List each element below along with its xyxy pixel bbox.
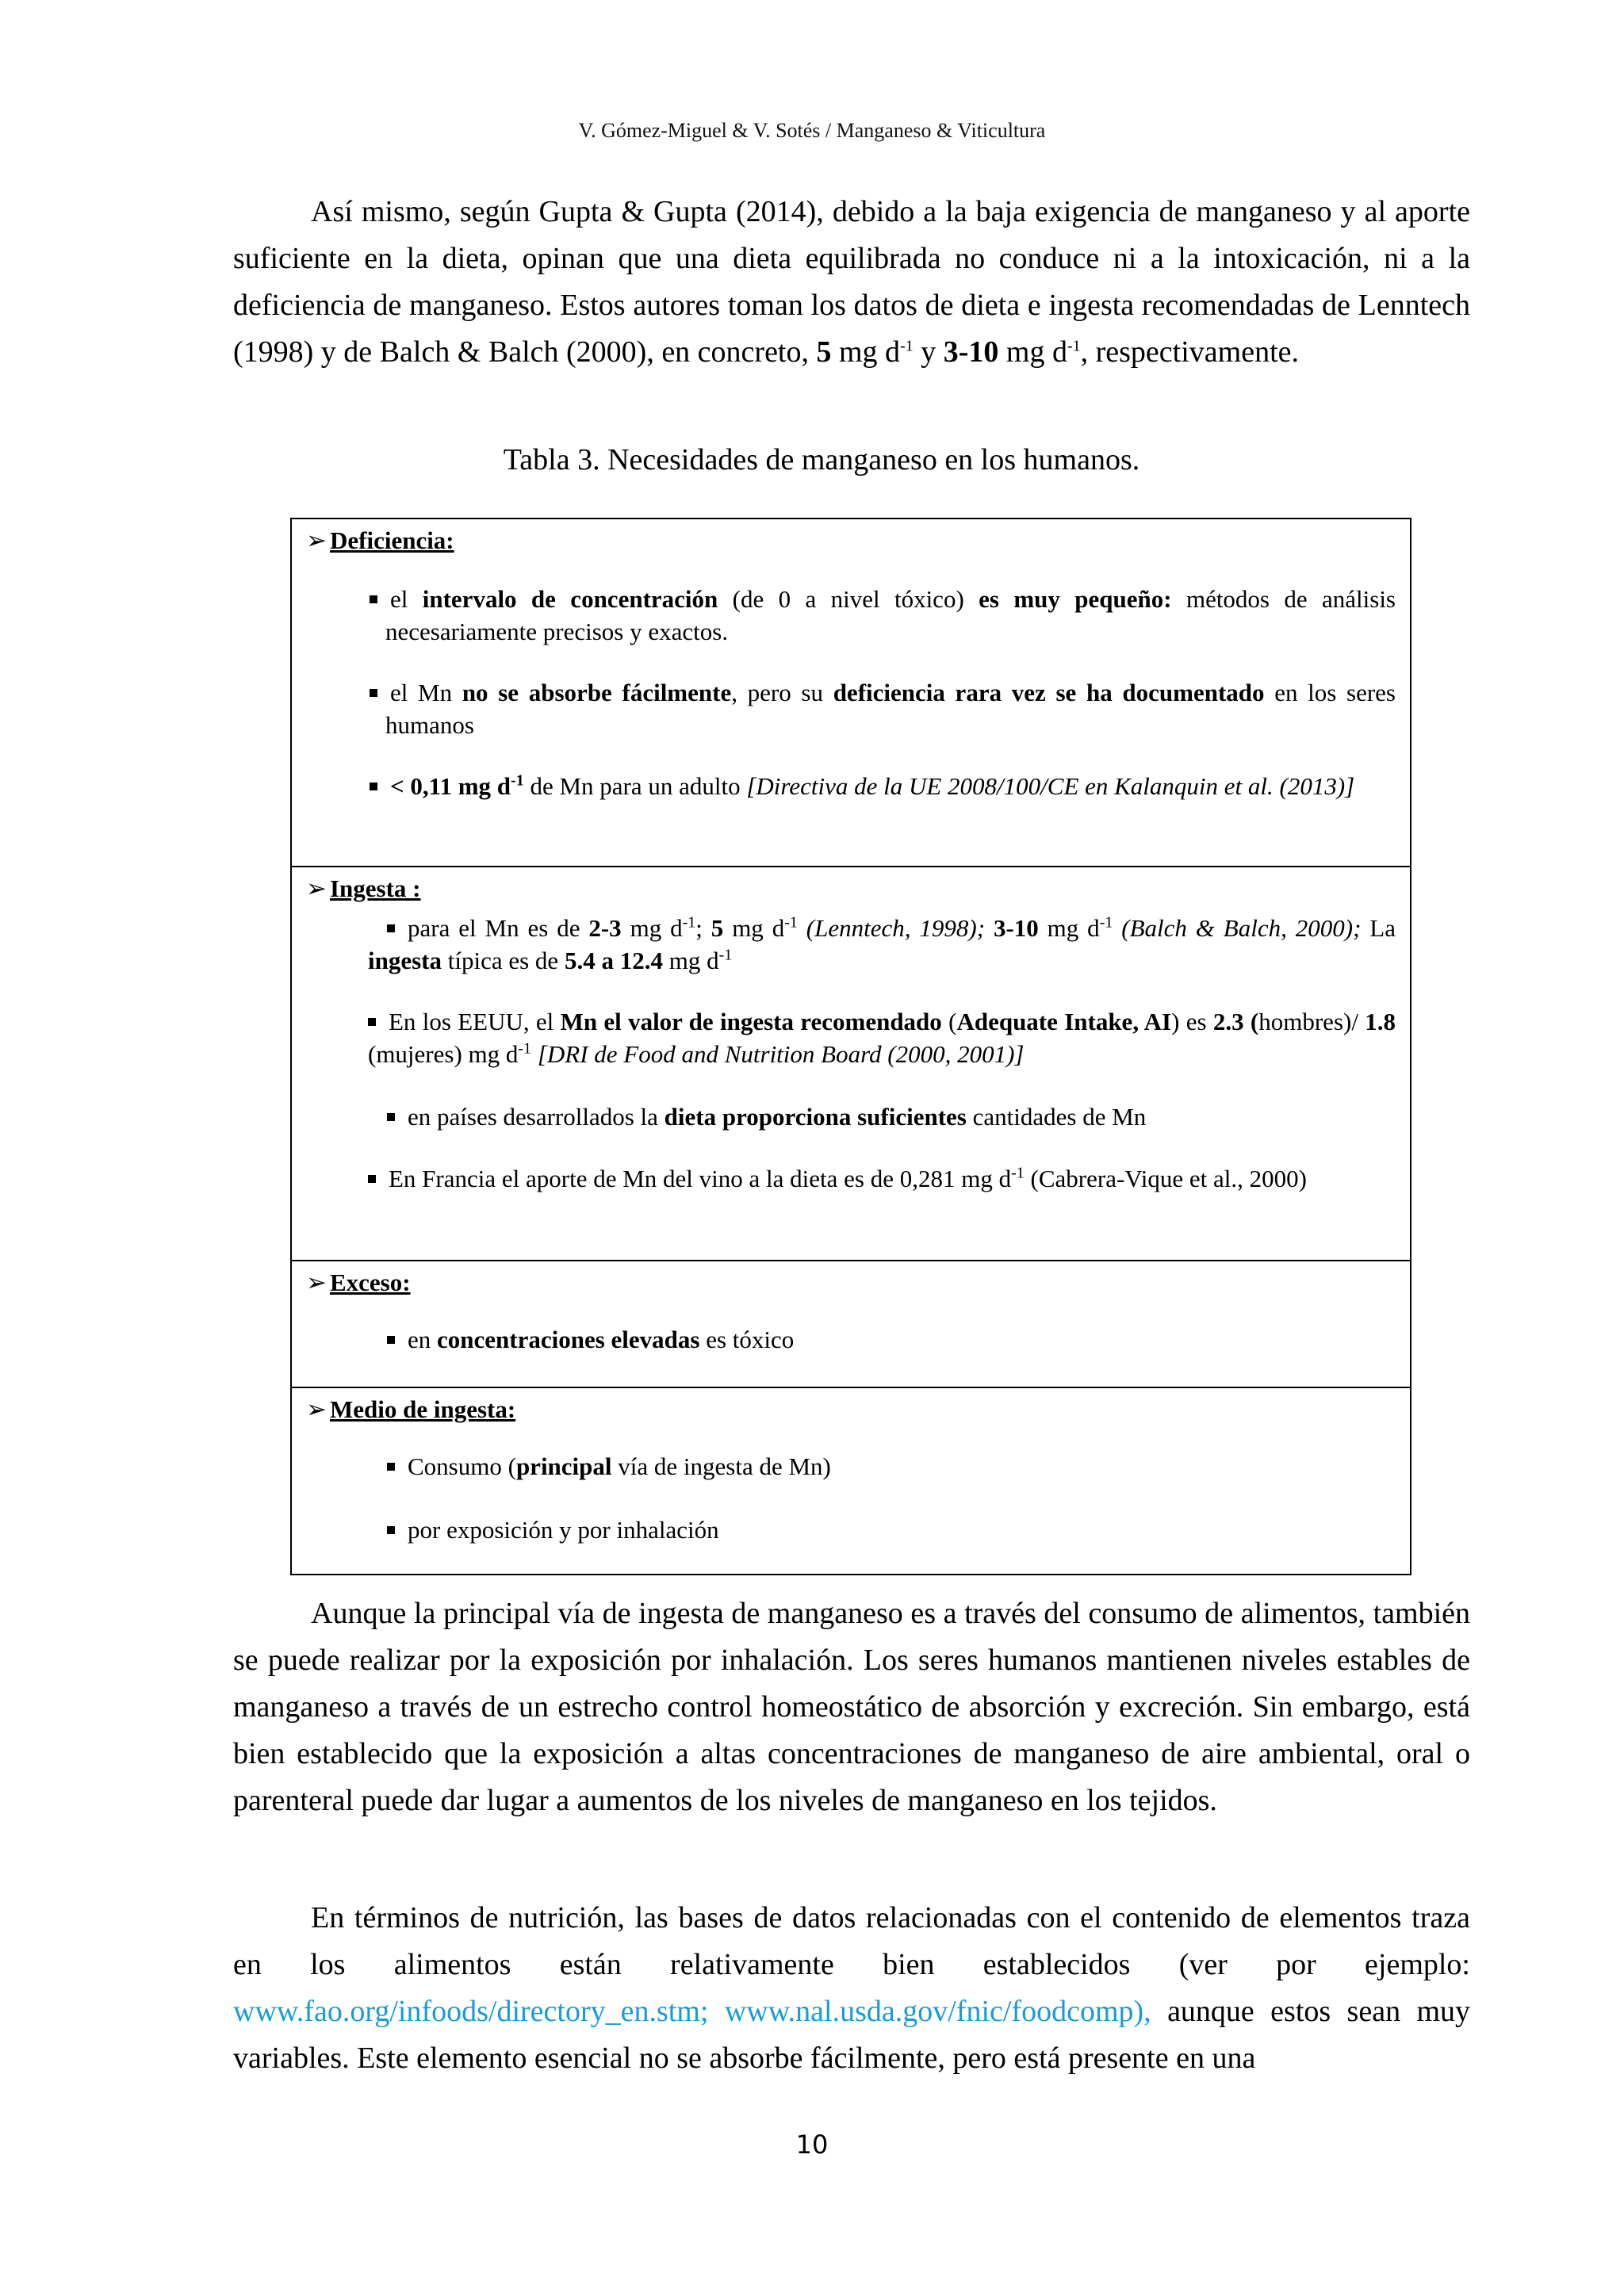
paragraph-1: Así mismo, según Gupta & Gupta (2014), debido a la baja exigencia de manganeso y al aporte suficiente en la dieta, opinan que una dieta equilibrada no conduce ni a la intoxicación, ni a la deficiencia de manganeso. Estos autores toman los datos de dieta e ingesta recomendadas de Lenntech (1998) y de Balch & Balch (2000), en concreto, 5 mg $d^{-1}$ y 3-10 mg $d^{-1}$, respectivamente.	[233, 195, 1470, 369]
list-item: el Mn no se absorbe fácilmente, pero su deficiencia rara vez se ha documentado en los seres humanos	[370, 676, 1396, 741]
square-bullet-icon	[370, 783, 377, 790]
table-caption: Tabla 3. Necesidades de manganeso en los humanos.	[503, 443, 1140, 476]
section-medio-de-ingesta	[292, 1387, 1410, 1575]
paragraph-3: En términos de nutrición, las bases de datos relacionadas con el contenido de elementos traza en los alimentos están relativamente bien establecidos (ver por ejemplo: www.fao.org/infoods/directory_en.stm; www.nal.usda.gov/fnic/foodcomp), aunque estos sean muy variables. Este elemento esencial no se absorbe fácilmente, pero está presente en una	[233, 1901, 1470, 2075]
reference-links[interactable]: www.fao.org/infoods/directory_en.stm; www.nal.usda.gov/fnic/foodcomp),	[233, 1995, 1151, 2028]
list-item: En los EEUU, el Mn el valor de ingesta recomendado (Adequate Intake, AI) es 2.3 (hombres)/ 1.8 (mujeres) mg $d^{-1}$ [DRI de Food and Nutrition Board (2000, 2001)]	[368, 1008, 1396, 1068]
page-number: 10	[795, 2130, 829, 2160]
list-item: en concentraciones elevadas es tóxico	[368, 1323, 1396, 1356]
square-bullet-icon	[368, 1175, 376, 1183]
square-bullet-icon	[370, 595, 377, 603]
list-item: el intervalo de concentración (de 0 a nivel tóxico) es muy pequeño: métodos de análisis necesariamente precisos y exactos.	[370, 583, 1396, 648]
square-bullet-icon	[370, 689, 377, 697]
section-deficiencia	[292, 519, 1410, 866]
section-exceso	[292, 1260, 1410, 1387]
square-bullet-icon	[368, 1018, 376, 1026]
square-bullet-icon	[387, 924, 395, 932]
square-bullet-icon	[387, 1463, 395, 1471]
paragraph-2: Aunque la principal vía de ingesta de manganeso es a través del consumo de alimentos, también se puede realizar por la exposición por inhalación. Los seres humanos mantienen niveles estables de manganeso a través de un estrecho control homeostático de absorción y excreción. Sin embargo, está bien establecido que la exposición a altas concentraciones de manganeso de aire ambiental, oral o parenteral puede dar lugar a aumentos de los niveles de manganeso en los tejidos.	[233, 1597, 1470, 1817]
square-bullet-icon	[387, 1336, 395, 1344]
list-item: por exposición y por inhalación	[368, 1513, 1396, 1546]
square-bullet-icon	[387, 1113, 395, 1121]
section-heading-medio: ➢ Medio de ingesta:	[306, 1393, 515, 1426]
section-heading-deficiencia: ➢ Deficiencia:	[306, 524, 454, 557]
needs-table	[290, 518, 1411, 1575]
square-bullet-icon	[387, 1526, 395, 1534]
arrow-bullet-icon: ➢	[306, 1395, 327, 1423]
arrow-bullet-icon: ➢	[306, 526, 327, 554]
arrow-bullet-icon: ➢	[306, 1269, 327, 1296]
section-heading-ingesta: ➢ Ingesta :	[306, 872, 421, 905]
list-item: En Francia el aporte de Mn del vino a la dieta es de 0,281 mg $d^{-1}$ (Cabrera-Vique et al., 2000)	[368, 1162, 1396, 1195]
list-item: para el Mn es de 2-3 mg $d^{-1}$; 5 mg $d^{-1}$ (Lenntech, 1998); 3-10 mg $d^{-1}$ (Balch & Balch, 2000); La ingesta típica es de 5.4 a 12.4 mg $d^{-1}$	[368, 913, 1396, 974]
list-item: en países desarrollados la dieta proporciona suficientes cantidades de Mn	[368, 1100, 1396, 1133]
section-heading-exceso: ➢ Exceso:	[306, 1266, 411, 1299]
list-item: < 0,11 mg $d^{-1}$ de Mn para un adulto [Directiva de la UE 2008/100/CE en Kalanquin et al. (2013)]	[370, 770, 1396, 802]
arrow-bullet-icon: ➢	[306, 874, 327, 902]
section-ingesta	[292, 866, 1410, 1260]
list-item: Consumo (principal vía de ingesta de Mn)	[368, 1450, 1396, 1483]
running-head: V. Gómez-Miguel & V. Sotés / Manganeso & Viticultura	[578, 119, 1046, 142]
